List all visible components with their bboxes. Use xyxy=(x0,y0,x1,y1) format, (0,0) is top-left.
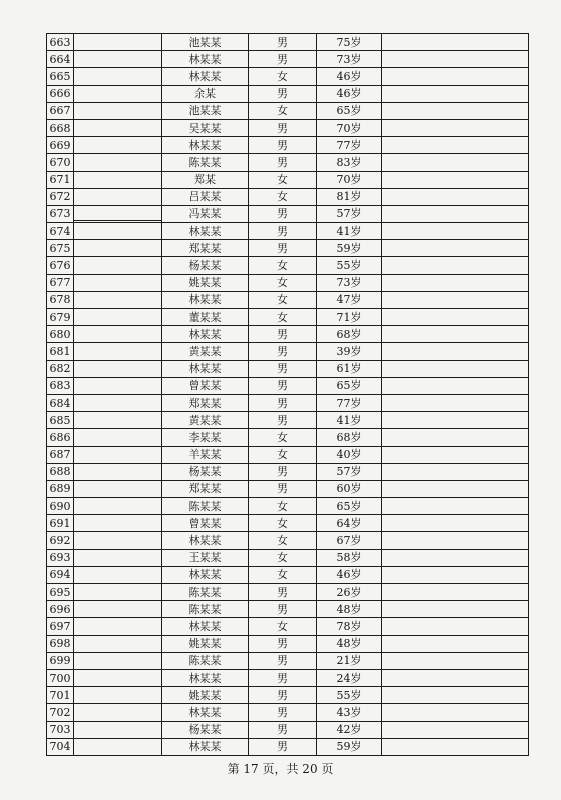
table-row xyxy=(47,463,529,480)
age-cell: 43岁 xyxy=(317,704,382,721)
age-cell: 26岁 xyxy=(317,584,382,601)
remark-cell xyxy=(382,584,529,601)
table-row xyxy=(47,377,529,394)
row-number: 704 xyxy=(47,738,74,755)
merged-column-cell xyxy=(74,291,162,308)
table-row xyxy=(47,738,529,755)
row-number: 665 xyxy=(47,68,74,85)
age-cell: 59岁 xyxy=(317,738,382,755)
age-cell: 40岁 xyxy=(317,446,382,463)
name-cell: 曾某某 xyxy=(162,377,249,394)
remark-cell xyxy=(382,223,529,240)
table-row xyxy=(47,188,529,205)
gender-cell: 女 xyxy=(249,188,317,205)
merged-column-cell xyxy=(74,480,162,497)
row-number: 687 xyxy=(47,446,74,463)
row-number: 677 xyxy=(47,274,74,291)
gender-cell: 男 xyxy=(249,669,317,686)
age-cell: 48岁 xyxy=(317,601,382,618)
merged-column-cell xyxy=(74,532,162,549)
name-cell: 陈某某 xyxy=(162,652,249,669)
name-cell: 林某某 xyxy=(162,738,249,755)
merged-column-cell xyxy=(74,566,162,583)
row-number: 699 xyxy=(47,652,74,669)
gender-cell: 男 xyxy=(249,601,317,618)
age-cell: 41岁 xyxy=(317,223,382,240)
row-number: 684 xyxy=(47,394,74,411)
age-cell: 77岁 xyxy=(317,394,382,411)
table-row xyxy=(47,394,529,411)
table-row xyxy=(47,291,529,308)
gender-cell: 女 xyxy=(249,274,317,291)
remark-cell xyxy=(382,721,529,738)
table-row xyxy=(47,549,529,566)
gender-cell: 女 xyxy=(249,309,317,326)
roster-body xyxy=(47,34,529,756)
row-number: 669 xyxy=(47,137,74,154)
name-cell: 姚某某 xyxy=(162,687,249,704)
table-row xyxy=(47,257,529,274)
remark-cell xyxy=(382,137,529,154)
name-cell: 陈某某 xyxy=(162,601,249,618)
merged-column-cell xyxy=(74,119,162,136)
remark-cell xyxy=(382,429,529,446)
merged-column-cell xyxy=(74,687,162,704)
name-cell: 姚某某 xyxy=(162,635,249,652)
age-cell: 65岁 xyxy=(317,377,382,394)
name-cell: 李某某 xyxy=(162,429,249,446)
remark-cell xyxy=(382,618,529,635)
table-row xyxy=(47,515,529,532)
remark-cell xyxy=(382,240,529,257)
name-cell: 林某某 xyxy=(162,137,249,154)
name-cell: 冯某某 xyxy=(162,205,249,222)
remark-cell xyxy=(382,102,529,119)
remark-cell xyxy=(382,85,529,102)
name-cell: 杨某某 xyxy=(162,463,249,480)
age-cell: 48岁 xyxy=(317,635,382,652)
merged-column-cell xyxy=(74,549,162,566)
row-number: 683 xyxy=(47,377,74,394)
remark-cell xyxy=(382,669,529,686)
row-number: 672 xyxy=(47,188,74,205)
remark-cell xyxy=(382,635,529,652)
merged-column-cell xyxy=(74,601,162,618)
table-row xyxy=(47,343,529,360)
remark-cell xyxy=(382,704,529,721)
remark-cell xyxy=(382,119,529,136)
name-cell: 杨某某 xyxy=(162,257,249,274)
age-cell: 65岁 xyxy=(317,102,382,119)
merged-column-cell xyxy=(74,377,162,394)
gender-cell: 女 xyxy=(249,549,317,566)
table-row xyxy=(47,721,529,738)
gender-cell: 女 xyxy=(249,618,317,635)
age-cell: 46岁 xyxy=(317,68,382,85)
remark-cell xyxy=(382,446,529,463)
table-row xyxy=(47,68,529,85)
row-number: 685 xyxy=(47,412,74,429)
remark-cell xyxy=(382,360,529,377)
age-cell: 73岁 xyxy=(317,274,382,291)
table-row xyxy=(47,223,529,240)
table-row xyxy=(47,687,529,704)
remark-cell xyxy=(382,652,529,669)
row-number: 681 xyxy=(47,343,74,360)
merged-column-cell xyxy=(74,137,162,154)
remark-cell xyxy=(382,188,529,205)
merged-column-cell xyxy=(74,85,162,102)
age-cell: 58岁 xyxy=(317,549,382,566)
gender-cell: 男 xyxy=(249,240,317,257)
gender-cell: 男 xyxy=(249,652,317,669)
table-row xyxy=(47,532,529,549)
gender-cell: 女 xyxy=(249,515,317,532)
name-cell: 姚某某 xyxy=(162,274,249,291)
name-cell: 池某某 xyxy=(162,34,249,51)
age-cell: 55岁 xyxy=(317,687,382,704)
row-number: 680 xyxy=(47,326,74,343)
name-cell: 林某某 xyxy=(162,223,249,240)
table-row xyxy=(47,154,529,171)
remark-cell xyxy=(382,549,529,566)
row-number: 678 xyxy=(47,291,74,308)
table-row xyxy=(47,618,529,635)
merged-column-cell xyxy=(74,309,162,326)
merged-column-cell xyxy=(74,360,162,377)
merged-column-cell xyxy=(74,102,162,119)
table-row xyxy=(47,704,529,721)
gender-cell: 男 xyxy=(249,687,317,704)
age-cell: 41岁 xyxy=(317,412,382,429)
gender-cell: 男 xyxy=(249,480,317,497)
gender-cell: 女 xyxy=(249,68,317,85)
row-number: 667 xyxy=(47,102,74,119)
remark-cell xyxy=(382,291,529,308)
name-cell: 郑某某 xyxy=(162,394,249,411)
gender-cell: 女 xyxy=(249,446,317,463)
merged-column-cell xyxy=(74,618,162,635)
table-row xyxy=(47,480,529,497)
name-cell: 池某某 xyxy=(162,102,249,119)
name-cell: 郑某某 xyxy=(162,480,249,497)
remark-cell xyxy=(382,257,529,274)
row-number: 698 xyxy=(47,635,74,652)
merged-column-cell xyxy=(74,463,162,480)
name-cell: 曾某某 xyxy=(162,515,249,532)
name-cell: 王某某 xyxy=(162,549,249,566)
age-cell: 46岁 xyxy=(317,85,382,102)
row-number: 688 xyxy=(47,463,74,480)
name-cell: 林某某 xyxy=(162,360,249,377)
gender-cell: 男 xyxy=(249,394,317,411)
gender-cell: 女 xyxy=(249,291,317,308)
table-row xyxy=(47,652,529,669)
name-cell: 林某某 xyxy=(162,326,249,343)
age-cell: 71岁 xyxy=(317,309,382,326)
age-cell: 73岁 xyxy=(317,51,382,68)
merged-column-cell xyxy=(74,257,162,274)
age-cell: 21岁 xyxy=(317,652,382,669)
gender-cell: 男 xyxy=(249,119,317,136)
gender-cell: 男 xyxy=(249,51,317,68)
remark-cell xyxy=(382,309,529,326)
age-cell: 70岁 xyxy=(317,119,382,136)
table-row xyxy=(47,85,529,102)
name-cell: 余某 xyxy=(162,85,249,102)
merged-column-cell xyxy=(74,429,162,446)
name-cell: 陈某某 xyxy=(162,498,249,515)
name-cell: 杨某某 xyxy=(162,721,249,738)
name-cell: 吕某某 xyxy=(162,188,249,205)
gender-cell: 男 xyxy=(249,704,317,721)
gender-cell: 男 xyxy=(249,205,317,222)
row-number: 703 xyxy=(47,721,74,738)
remark-cell xyxy=(382,326,529,343)
name-cell: 黄某某 xyxy=(162,343,249,360)
name-cell: 郑某某 xyxy=(162,240,249,257)
gender-cell: 女 xyxy=(249,171,317,188)
remark-cell xyxy=(382,154,529,171)
age-cell: 39岁 xyxy=(317,343,382,360)
table-row xyxy=(47,137,529,154)
merged-column-cell xyxy=(74,635,162,652)
name-cell: 林某某 xyxy=(162,669,249,686)
name-cell: 吴某某 xyxy=(162,119,249,136)
row-number: 696 xyxy=(47,601,74,618)
gender-cell: 男 xyxy=(249,154,317,171)
gender-cell: 男 xyxy=(249,85,317,102)
remark-cell xyxy=(382,343,529,360)
row-number: 694 xyxy=(47,566,74,583)
gender-cell: 女 xyxy=(249,257,317,274)
table-row xyxy=(47,498,529,515)
name-cell: 林某某 xyxy=(162,291,249,308)
merged-column-cell xyxy=(74,326,162,343)
table-row xyxy=(47,326,529,343)
table-row xyxy=(47,274,529,291)
table-row xyxy=(47,446,529,463)
table-row xyxy=(47,566,529,583)
table-row xyxy=(47,584,529,601)
gender-cell: 男 xyxy=(249,223,317,240)
gender-cell: 男 xyxy=(249,738,317,755)
merged-column-cell xyxy=(74,446,162,463)
age-cell: 83岁 xyxy=(317,154,382,171)
merged-column-cell xyxy=(74,188,162,205)
gender-cell: 男 xyxy=(249,137,317,154)
remark-cell xyxy=(382,68,529,85)
age-cell: 70岁 xyxy=(317,171,382,188)
merged-column-cell xyxy=(74,34,162,51)
merged-column-cell xyxy=(74,704,162,721)
row-number: 697 xyxy=(47,618,74,635)
remark-cell xyxy=(382,377,529,394)
row-number: 691 xyxy=(47,515,74,532)
merged-column-cell xyxy=(74,343,162,360)
name-cell: 林某某 xyxy=(162,68,249,85)
gender-cell: 男 xyxy=(249,34,317,51)
merged-column-cell xyxy=(74,669,162,686)
age-cell: 68岁 xyxy=(317,326,382,343)
table-row xyxy=(47,171,529,188)
name-cell: 黄某某 xyxy=(162,412,249,429)
merged-column-cell xyxy=(74,652,162,669)
remark-cell xyxy=(382,498,529,515)
merged-column-cell xyxy=(74,498,162,515)
merged-column-cell xyxy=(74,584,162,601)
row-number: 702 xyxy=(47,704,74,721)
gender-cell: 男 xyxy=(249,721,317,738)
remark-cell xyxy=(382,34,529,51)
page-footer: 第 17 页，共 20 页 xyxy=(227,762,334,776)
age-cell: 65岁 xyxy=(317,498,382,515)
name-cell: 林某某 xyxy=(162,532,249,549)
merged-column-cell xyxy=(74,515,162,532)
gender-cell: 女 xyxy=(249,566,317,583)
remark-cell xyxy=(382,412,529,429)
name-cell: 林某某 xyxy=(162,51,249,68)
table-row xyxy=(47,669,529,686)
age-cell: 67岁 xyxy=(317,532,382,549)
merged-column-cell xyxy=(74,721,162,738)
name-cell: 羊某某 xyxy=(162,446,249,463)
remark-cell xyxy=(382,687,529,704)
remark-cell xyxy=(382,480,529,497)
age-cell: 55岁 xyxy=(317,257,382,274)
gender-cell: 女 xyxy=(249,429,317,446)
name-cell: 林某某 xyxy=(162,618,249,635)
remark-cell xyxy=(382,274,529,291)
age-cell: 46岁 xyxy=(317,566,382,583)
remark-cell xyxy=(382,394,529,411)
row-number: 701 xyxy=(47,687,74,704)
name-cell: 林某某 xyxy=(162,566,249,583)
row-number: 689 xyxy=(47,480,74,497)
gender-cell: 男 xyxy=(249,326,317,343)
merged-column-cell xyxy=(74,412,162,429)
remark-cell xyxy=(382,463,529,480)
table-row xyxy=(47,51,529,68)
row-number: 664 xyxy=(47,51,74,68)
gender-cell: 男 xyxy=(249,377,317,394)
gender-cell: 男 xyxy=(249,635,317,652)
remark-cell xyxy=(382,738,529,755)
age-cell: 81岁 xyxy=(317,188,382,205)
table-row xyxy=(47,102,529,119)
age-cell: 77岁 xyxy=(317,137,382,154)
name-cell: 陈某某 xyxy=(162,584,249,601)
remark-cell xyxy=(382,515,529,532)
table-row xyxy=(47,34,529,51)
row-number: 700 xyxy=(47,669,74,686)
age-cell: 59岁 xyxy=(317,240,382,257)
merged-column-cell xyxy=(74,274,162,291)
age-cell: 60岁 xyxy=(317,480,382,497)
group-divider-line xyxy=(74,220,162,221)
merged-column-cell xyxy=(74,738,162,755)
table-row xyxy=(47,601,529,618)
merged-column-cell xyxy=(74,394,162,411)
age-cell: 78岁 xyxy=(317,618,382,635)
gender-cell: 女 xyxy=(249,532,317,549)
gender-cell: 男 xyxy=(249,360,317,377)
row-number: 675 xyxy=(47,240,74,257)
name-cell: 陈某某 xyxy=(162,154,249,171)
merged-column-cell xyxy=(74,51,162,68)
row-number: 690 xyxy=(47,498,74,515)
table-row xyxy=(47,240,529,257)
age-cell: 68岁 xyxy=(317,429,382,446)
gender-cell: 男 xyxy=(249,463,317,480)
merged-column-cell xyxy=(74,240,162,257)
row-number: 676 xyxy=(47,257,74,274)
row-number: 673 xyxy=(47,205,74,222)
name-cell: 董某某 xyxy=(162,309,249,326)
age-cell: 42岁 xyxy=(317,721,382,738)
row-number: 671 xyxy=(47,171,74,188)
remark-cell xyxy=(382,532,529,549)
table-row xyxy=(47,635,529,652)
row-number: 692 xyxy=(47,532,74,549)
row-number: 682 xyxy=(47,360,74,377)
merged-column-cell xyxy=(74,171,162,188)
age-cell: 64岁 xyxy=(317,515,382,532)
row-number: 666 xyxy=(47,85,74,102)
age-cell: 24岁 xyxy=(317,669,382,686)
table-row xyxy=(47,119,529,136)
row-number: 686 xyxy=(47,429,74,446)
row-number: 663 xyxy=(47,34,74,51)
merged-column-cell xyxy=(74,223,162,240)
gender-cell: 男 xyxy=(249,412,317,429)
roster-table xyxy=(46,33,529,756)
table-row xyxy=(47,309,529,326)
age-cell: 57岁 xyxy=(317,463,382,480)
row-number: 670 xyxy=(47,154,74,171)
merged-column-cell xyxy=(74,68,162,85)
row-number: 695 xyxy=(47,584,74,601)
table-row xyxy=(47,360,529,377)
gender-cell: 男 xyxy=(249,584,317,601)
remark-cell xyxy=(382,51,529,68)
age-cell: 47岁 xyxy=(317,291,382,308)
row-number: 693 xyxy=(47,549,74,566)
row-number: 679 xyxy=(47,309,74,326)
gender-cell: 女 xyxy=(249,498,317,515)
remark-cell xyxy=(382,205,529,222)
remark-cell xyxy=(382,171,529,188)
row-number: 674 xyxy=(47,223,74,240)
remark-cell xyxy=(382,566,529,583)
gender-cell: 男 xyxy=(249,343,317,360)
table-row xyxy=(47,412,529,429)
name-cell: 郑某 xyxy=(162,171,249,188)
remark-cell xyxy=(382,601,529,618)
table-row xyxy=(47,429,529,446)
age-cell: 57岁 xyxy=(317,205,382,222)
age-cell: 75岁 xyxy=(317,34,382,51)
row-number: 668 xyxy=(47,119,74,136)
gender-cell: 女 xyxy=(249,102,317,119)
name-cell: 林某某 xyxy=(162,704,249,721)
age-cell: 61岁 xyxy=(317,360,382,377)
merged-column-cell xyxy=(74,154,162,171)
